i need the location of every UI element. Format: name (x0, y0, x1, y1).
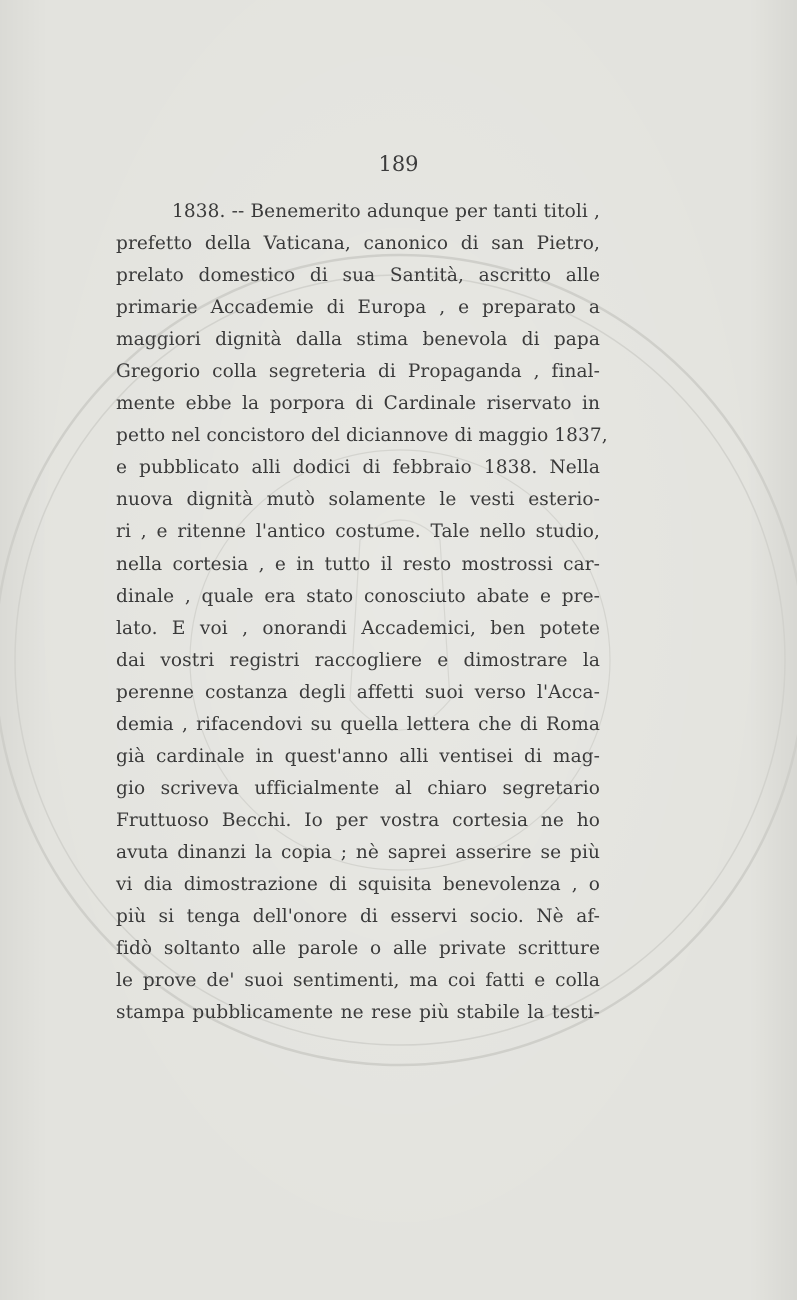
text-line: vi dia dimostrazione di squisita benevolenza , o (116, 873, 600, 895)
text-line: dai vostri registri raccogliere e dimostrare la (116, 649, 600, 671)
text-line: prefetto della Vaticana, canonico di san Pietro, (116, 233, 600, 255)
text-line: le prove de' suoi sentimenti, ma coi fatti e colla (116, 970, 600, 992)
page-number: 189 (378, 152, 419, 176)
text-line: più si tenga dell'onore di esservi socio. Nè af- (116, 906, 600, 928)
text-line: primarie Accademie di Europa , e preparato a (116, 297, 600, 319)
text-line: gio scriveva ufficialmente al chiaro segretario (116, 777, 600, 799)
text-line: 1838. -- Benemerito adunque per tanti titoli , (172, 201, 600, 222)
text-line: avuta dinanzi la copia ; nè saprei asserire se più (116, 841, 600, 863)
text-line: lato. E voi , onorandi Accademici, ben potete (116, 617, 600, 639)
text-line: stampa pubblicamente ne rese più stabile la testi- (116, 1002, 600, 1024)
text-line: Gregorio colla segreteria di Propaganda , final- (116, 361, 600, 383)
text-line: perenne costanza degli affetti suoi verso l'Acca- (116, 681, 600, 703)
text-line: dinale , quale era stato conosciuto abate e pre- (116, 585, 600, 607)
text-line: fidò soltanto alle parole o alle private scritture (116, 938, 600, 960)
text-line: nuova dignità mutò solamente le vesti esterio- (116, 489, 600, 511)
text-line: maggiori dignità dalla stima benevola di papa (116, 329, 600, 351)
text-line: ri , e ritenne l'antico costume. Tale nello studio, (116, 521, 600, 543)
text-line: e pubblicato alli dodici di febbraio 1838. Nella (116, 457, 600, 479)
text-line: Fruttuoso Becchi. Io per vostra cortesia ne ho (116, 809, 600, 831)
text-line: prelato domestico di sua Santità, ascritto alle (116, 265, 600, 287)
text-line: già cardinale in quest'anno alli ventisei di mag- (116, 745, 600, 767)
text-line: nella cortesia , e in tutto il resto mostrossi car- (116, 553, 600, 575)
text-line: mente ebbe la porpora di Cardinale riservato in (116, 393, 600, 415)
body-text (116, 196, 608, 1029)
text-line: demia , rifacendovi su quella lettera che di Roma (116, 713, 600, 735)
text-line: petto nel concistoro del diciannove di maggio 1837, (116, 425, 608, 447)
